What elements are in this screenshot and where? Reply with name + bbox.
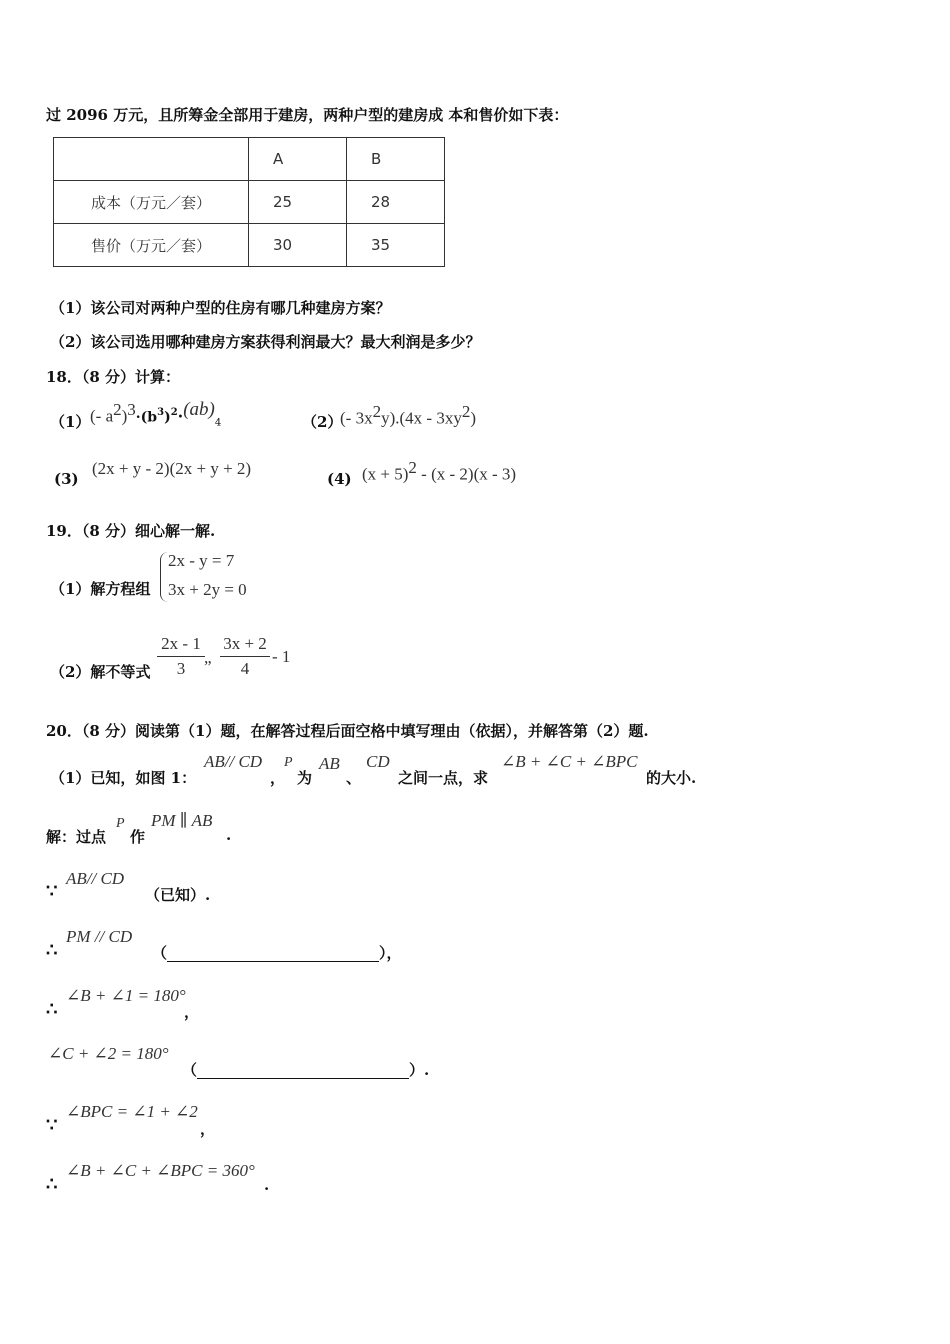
step4-math: ∠C + ∠2 = 180°: [48, 1044, 169, 1063]
step5-math: ∠BPC = ∠1 + ∠2: [66, 1102, 198, 1121]
table-header-cell: B: [347, 138, 445, 181]
expr-part: .(4x - 3xy: [395, 408, 462, 428]
expr-part: (- a: [90, 406, 114, 426]
expr-part: - (x - 2)(x - 3): [416, 464, 517, 484]
math-p: P: [116, 816, 125, 831]
inequality-tail: - 1: [272, 647, 291, 666]
expr-part: ·(b: [135, 409, 158, 426]
q18-expr-2: [340, 402, 476, 428]
table-row: [54, 224, 445, 267]
because-symbol: ∵: [46, 1115, 58, 1136]
expr-sup: 3: [157, 407, 165, 418]
expr-sup: 3: [127, 400, 136, 419]
answer-blank[interactable]: [167, 947, 379, 962]
step6-period: .: [264, 1176, 270, 1194]
q19-part1: （1）解方程组: [50, 580, 151, 598]
table-cell: 30: [249, 224, 347, 267]
expr-part: ): [121, 406, 128, 426]
expr-part: (- 3x: [340, 408, 373, 428]
q18-expr-4: [362, 458, 516, 484]
size-text: 的大小.: [646, 769, 697, 787]
q19-part2: （2）解不等式: [50, 663, 151, 681]
solution-label: 解：过点: [46, 828, 107, 846]
inequality-sign: „: [204, 648, 212, 667]
table-cell: 成本（万元／套）: [54, 181, 249, 224]
step2-reason: [152, 942, 402, 963]
comma: ，: [270, 769, 286, 787]
q18-expr-3: (2x + y - 2)(2x + y + 2): [92, 459, 252, 478]
system-eq-1: 2x - y = 7: [168, 551, 235, 570]
expr-sup: 2: [113, 400, 122, 419]
q20-title: 20．（8 分）阅读第（1）题，在解答过程后面空格中填写理由（依据），并解答第（2）题.: [46, 722, 649, 740]
table-cell: 28: [347, 181, 445, 224]
therefore-symbol: ∴: [46, 940, 58, 961]
q18-expr-1: [90, 400, 221, 429]
fraction-right: [220, 634, 270, 679]
expr-part: ): [164, 409, 171, 426]
table-header-cell: A: [249, 138, 347, 181]
answer-blank[interactable]: [197, 1064, 409, 1079]
math-angle-sum: ∠B + ∠C + ∠BPC: [501, 752, 638, 771]
q18-label-4: (4): [327, 470, 352, 488]
fraction-denominator: 4: [240, 659, 250, 678]
paren-close: ）.: [409, 1061, 430, 1079]
q19-title: 19．（8 分）细心解一解.: [46, 522, 216, 540]
period: .: [226, 826, 232, 844]
system-eq-2: 3x + 2y = 0: [168, 580, 247, 599]
math-pm-parallel-ab: PM ∥ AB: [151, 811, 213, 830]
math-ab-parallel-cd: AB// CD: [204, 752, 263, 771]
cost-price-table: [53, 137, 445, 267]
q18-label-1: （1）: [50, 413, 91, 431]
expr-part: (ab): [183, 399, 215, 421]
fraction-left: [157, 634, 205, 679]
expr-part: (x + 5): [362, 464, 409, 484]
table-cell: 售价（万元／套）: [54, 224, 249, 267]
paren-close: ），: [379, 944, 402, 962]
paren-open: （: [152, 944, 168, 962]
fraction-numerator: 2x - 1: [157, 634, 205, 657]
table-header-row: [54, 138, 445, 181]
step1-reason: （已知）.: [145, 886, 211, 904]
q17-part2: （2）该公司选用哪种建房方案获得利润最大？最大利润是多少？: [50, 333, 481, 351]
table-cell: 35: [347, 224, 445, 267]
step3-math: ∠B + ∠1 = 180°: [66, 986, 186, 1005]
dun-mark: 、: [346, 769, 362, 787]
expr-sup: 2: [461, 402, 471, 421]
table-header-cell: [54, 138, 249, 181]
therefore-symbol: ∴: [46, 1174, 58, 1195]
expr-sub: 4: [214, 417, 222, 429]
step1-math: AB// CD: [66, 869, 125, 888]
math-p: P: [284, 755, 293, 770]
step3-comma: ，: [184, 1003, 200, 1021]
zuo-text: 作: [130, 828, 146, 846]
step2-math: PM // CD: [66, 927, 133, 946]
fraction-numerator: 3x + 2: [220, 634, 270, 657]
expr-part: y): [381, 408, 396, 428]
step5-comma: ，: [200, 1120, 216, 1138]
q20-part1-label: （1）已知，如图 1：: [50, 769, 197, 787]
expr-part: ): [470, 408, 476, 428]
wei-text: 为: [297, 769, 313, 787]
q18-label-2: （2）: [302, 413, 343, 431]
q17-part1: （1）该公司对两种户型的住房有哪几种建房方案？: [50, 299, 391, 317]
math-ab: AB: [319, 754, 340, 773]
expr-sup: 2: [170, 407, 178, 418]
expr-sup: 2: [408, 458, 417, 477]
because-symbol: ∵: [46, 881, 58, 902]
therefore-symbol: ∴: [46, 999, 58, 1020]
q18-label-3: (3): [54, 470, 79, 488]
expr-part: ·: [177, 406, 184, 426]
q18-title: 18．（8 分）计算：: [46, 368, 181, 386]
paren-open: （: [182, 1061, 198, 1079]
table-cell: 25: [249, 181, 347, 224]
intro-text: 过 2096 万元，且所筹金全部用于建房，两种户型的建房成 本和售价如下表：: [46, 106, 569, 124]
math-cd: CD: [366, 752, 390, 771]
expr-sup: 2: [372, 402, 382, 421]
between-text: 之间一点，求: [398, 769, 489, 787]
step4-reason: [182, 1059, 429, 1080]
fraction-denominator: 3: [176, 659, 186, 678]
table-row: [54, 181, 445, 224]
step6-math: ∠B + ∠C + ∠BPC = 360°: [66, 1161, 255, 1180]
